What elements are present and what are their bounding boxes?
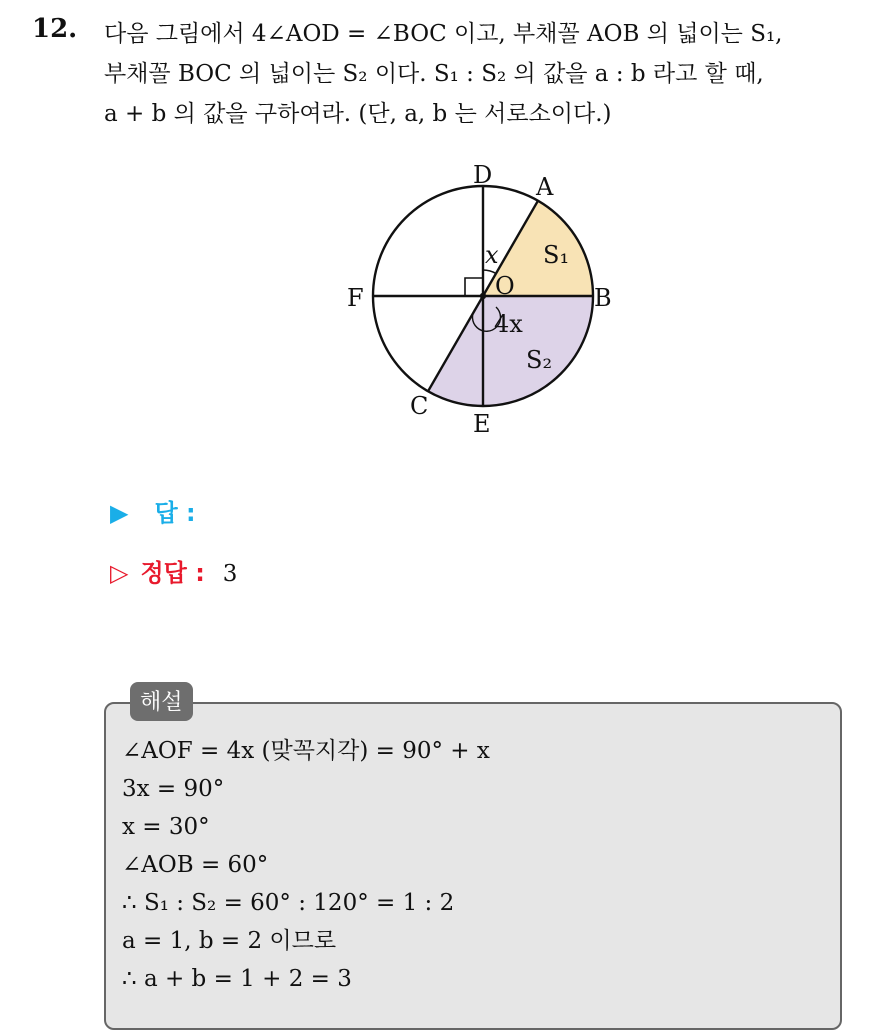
- center-dot: [480, 293, 486, 299]
- problem-line: 부채꼴 BOC 의 넓이는 S₂ 이다. S₁ : S₂ 의 값을 a : b 라고 할 때,: [104, 61, 764, 87]
- answer-blank: [110, 493, 196, 528]
- solution-line: ∠AOB = 60°: [122, 852, 269, 878]
- label-b: B: [594, 284, 612, 312]
- label-f: F: [347, 284, 364, 312]
- solution-tag: 해설: [130, 682, 193, 721]
- label-x: x: [485, 241, 499, 269]
- label-a: A: [536, 173, 554, 201]
- solution-line: a = 1, b = 2 이므로: [122, 928, 337, 954]
- solution-line: x = 30°: [122, 814, 210, 840]
- label-s1: S₁: [543, 241, 570, 269]
- label-4x: 4x: [494, 310, 523, 338]
- answer-correct-label: 정답 :: [140, 559, 205, 587]
- problem-line: 다음 그림에서 4∠AOD = ∠BOC 이고, 부채꼴 AOB 의 넓이는 S₁,: [104, 21, 783, 47]
- label-c: C: [410, 392, 429, 420]
- label-d: D: [473, 161, 493, 189]
- problem-number: 12.: [32, 14, 78, 44]
- right-angle-mark: [465, 278, 483, 296]
- answer-blank-label: 답 :: [154, 499, 196, 527]
- answer-correct-value: 3: [222, 561, 238, 587]
- circle-figure: [330, 150, 640, 450]
- solution-line: ∴ S₁ : S₂ = 60° : 120° = 1 : 2: [122, 890, 455, 916]
- problem-text: [104, 14, 874, 134]
- solution-line: 3x = 90°: [122, 776, 225, 802]
- label-s2: S₂: [526, 346, 553, 374]
- filled-triangle-icon: ▶: [110, 499, 129, 527]
- solution-lines: [122, 732, 490, 998]
- outline-triangle-icon: ▷: [110, 559, 129, 587]
- answer-correct: [110, 553, 237, 588]
- problem-line: a + b 의 값을 구하여라. (단, a, b 는 서로소이다.): [104, 101, 612, 127]
- label-o: O: [495, 272, 515, 300]
- solution-line: ∠AOF = 4x (맞꼭지각) = 90° + x: [122, 738, 490, 764]
- solution-line: ∴ a + b = 1 + 2 = 3: [122, 966, 352, 992]
- label-e: E: [473, 410, 491, 438]
